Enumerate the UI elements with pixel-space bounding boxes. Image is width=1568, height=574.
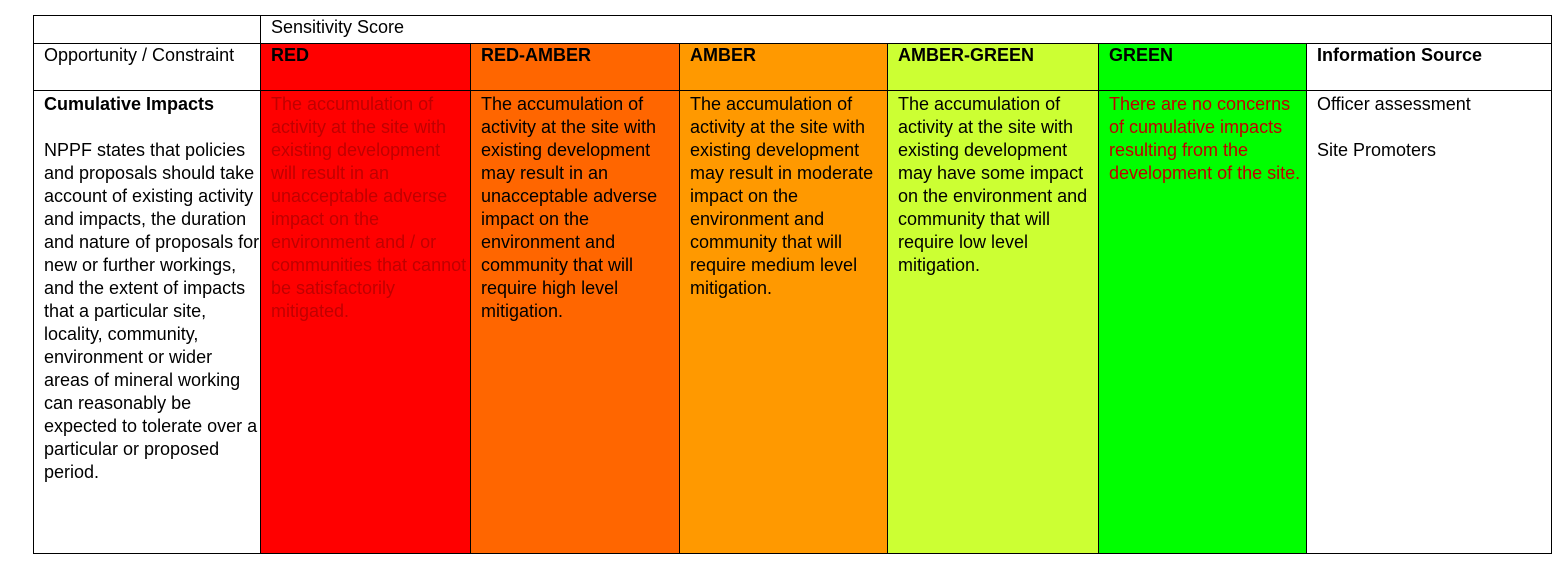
info-source-site-promoters: Site Promoters [1317, 140, 1437, 160]
information-source-cell [1307, 91, 1552, 554]
empty-corner-cell [34, 16, 261, 44]
column-header-row [34, 44, 1552, 91]
paragraph-gap [44, 116, 260, 139]
information-source-header: Information Source [1307, 44, 1552, 91]
opportunity-constraint-header: Opportunity / Constraint [34, 44, 261, 91]
nppf-description: NPPF states that policies and proposals should take account of existing activity and impacts, the duration and nature of proposals for new or further workings, and the extent of impacts that a particular site, locality, community, environment or wider areas of mineral working can reasonably be expected to tolerate over a particular or proposed period. [44, 140, 260, 482]
cumulative-impacts-title: Cumulative Impacts [44, 94, 215, 114]
sensitivity-score-header: Sensitivity Score [261, 16, 1552, 44]
red-amber-column-header: RED-AMBER [471, 44, 680, 91]
green-criteria-cell: There are no concerns of cumulative impacts resulting from the development of the site. [1099, 91, 1307, 554]
amber-column-header: AMBER [680, 44, 888, 91]
table-title-row [34, 16, 1552, 44]
amber-green-criteria-cell: The accumulation of activity at the site with existing development may have some impact on the environment and community that will require low level mitigation. [888, 91, 1099, 554]
green-column-header: GREEN [1099, 44, 1307, 91]
table-row [34, 91, 1552, 554]
sensitivity-score-table [33, 15, 1552, 554]
info-source-officer: Officer assessment [1317, 94, 1471, 114]
red-criteria-cell: The accumulation of activity at the site with existing development will result in an unacceptable adverse impact on the environment and / or communities that cannot be satisfactorily mitigated. [261, 91, 471, 554]
red-column-header: RED [261, 44, 471, 91]
amber-criteria-cell: The accumulation of activity at the site with existing development may result in moderate impact on the environment and community that will require medium level mitigation. [680, 91, 888, 554]
red-amber-criteria-cell: The accumulation of activity at the site with existing development may result in an unacceptable adverse impact on the environment and community that will require high level mitigation. [471, 91, 680, 554]
cumulative-impacts-cell [34, 91, 261, 554]
paragraph-gap [1317, 116, 1551, 139]
amber-green-column-header: AMBER-GREEN [888, 44, 1099, 91]
